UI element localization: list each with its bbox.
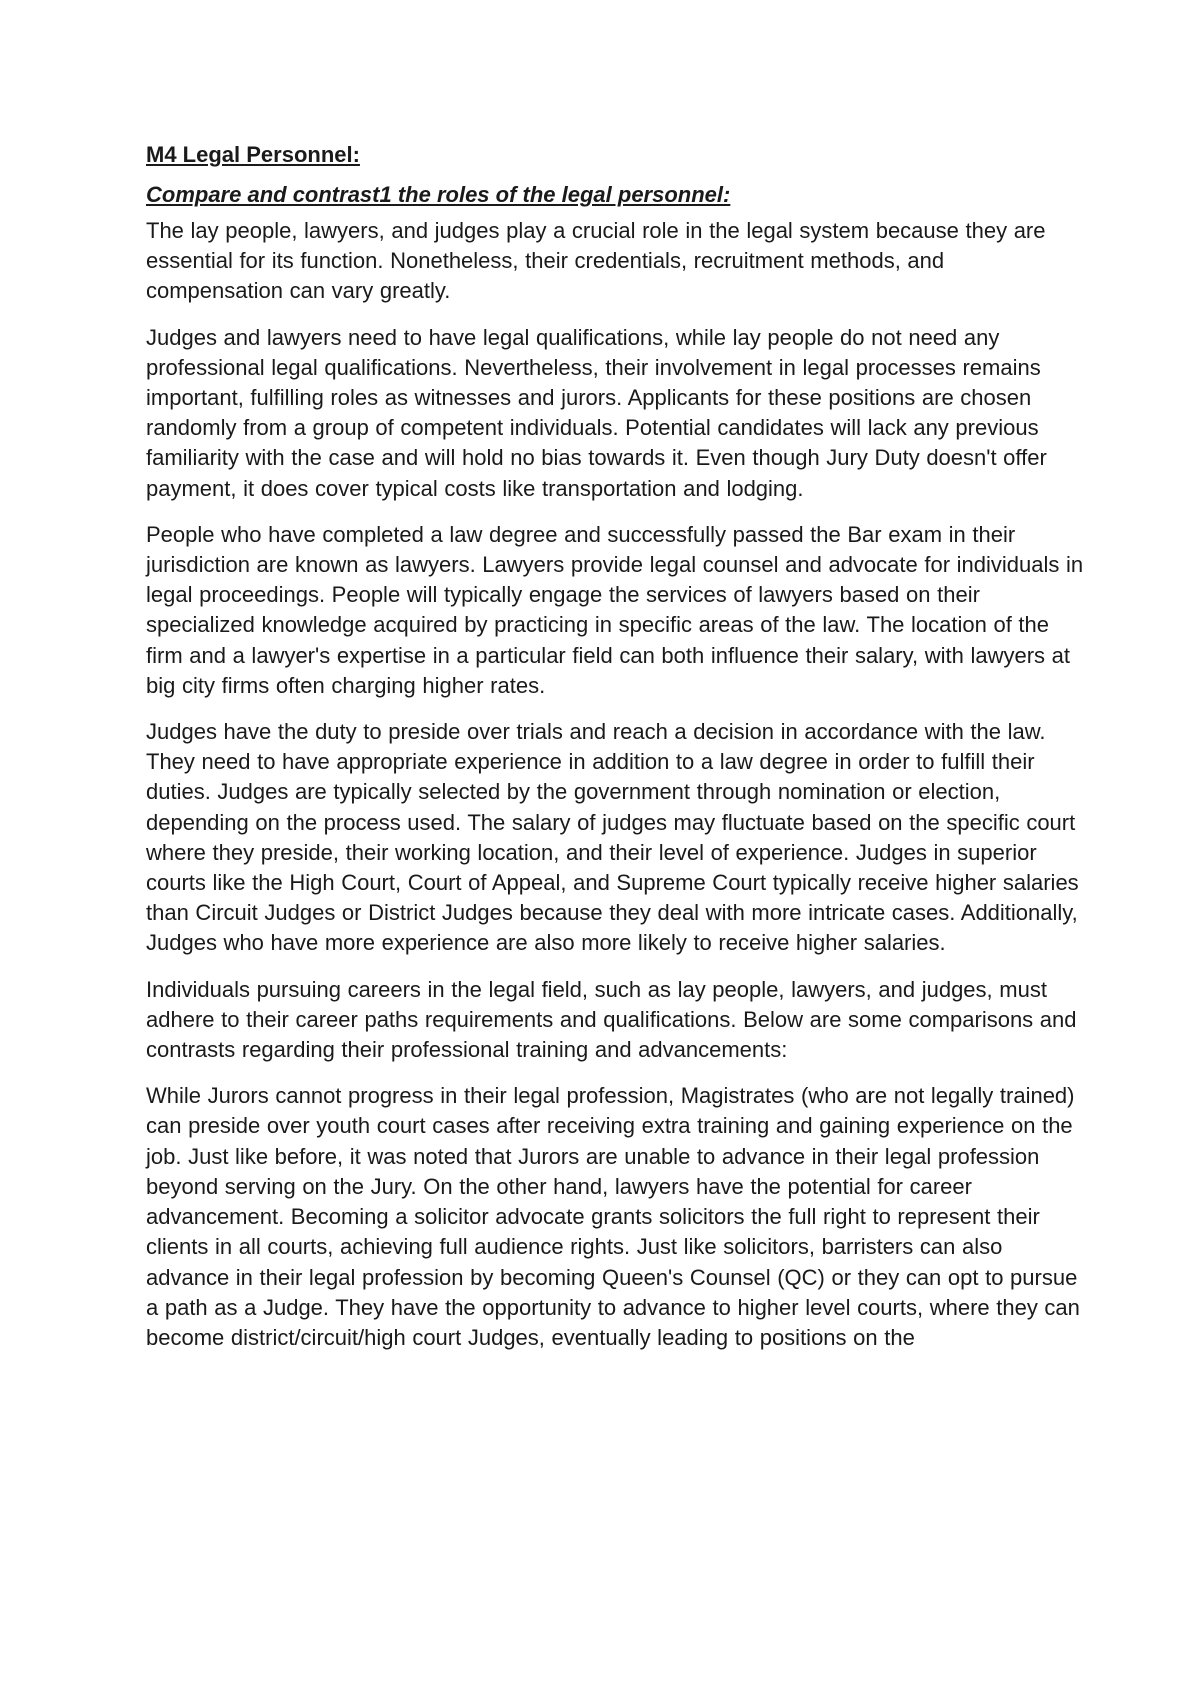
paragraph-lawyers: People who have completed a law degree and successfully passed the Bar exam in their jurisdiction are known as lawyers. Lawyers provide legal counsel and advocate for individuals in legal proceedings. People will typically engage the services of lawyers based on their specialized knowledge acquired by practicing in specific areas of the law. The location of the firm and a lawyer's expertise in a particular field can both influence their salary, with lawyers at big city firms often charging higher rates. [146,521,1084,698]
paragraph-careers: Individuals pursuing careers in the legal field, such as lay people, lawyers, and judges, must adhere to their career paths requirements and qualifications. Below are some comparisons and contrasts regarding their professional training and advancements: [146,976,1077,1063]
paragraph-lay-people: Judges and lawyers need to have legal qualifications, while lay people do not need any professional legal qualifications. Nevertheless, their involvement in legal processes remains important, fulfilling roles as witnesses and jurors. Applicants for these positions are chosen randomly from a group of competent individuals. Potential candidates will lack any previous familiarity with the case and will hold no bias towards it. Even though Jury Duty doesn't offer payment, it does cover typical costs like transportation and lodging. [146,324,1047,501]
paragraph-advancement: While Jurors cannot progress in their legal profession, Magistrates (who are not legally trained) can preside over youth court cases after receiving extra training and gaining experience on the job. Just like before, it was noted that Jurors are unable to advance in their legal profession beyond serving on the Jury. On the other hand, lawyers have the potential for career advancement. Becoming a solicitor advocate grants solicitors the full right to represent their clients in all courts, achieving full audience rights. Just like solicitors, barristers can also advance in their legal profession by becoming Queen's Counsel (QC) or they can opt to pursue a path as a Judge. They have the opportunity to advance to higher level courts, where they can become district/circuit/high court Judges, eventually leading to positions on the [146,1083,1080,1350]
paragraph-intro: The lay people, lawyers, and judges play a crucial role in the legal system because they are essential for its function. Nonetheless, their credentials, recruitment methods, and compensation can vary greatly. [146,218,1046,304]
document-title: M4 Legal Personnel: [146,142,360,167]
document-subtitle: Compare and contrast1 the roles of the legal personnel: [146,182,731,207]
document-page [146,140,1086,1369]
paragraph-judges: Judges have the duty to preside over trials and reach a decision in accordance with the law. They need to have appropriate experience in addition to a law degree in order to fulfill their duties. Judges are typically selected by the government through nomination or election, depending on the process used. The salary of judges may fluctuate based on the specific court where they preside, their working location, and their level of experience. Judges in superior courts like the High Court, Court of Appeal, and Supreme Court typically receive higher salaries than Circuit Judges or District Judges because they deal with more intricate cases. Additionally, Judges who have more experience are also more likely to receive higher salaries. [146,719,1079,956]
